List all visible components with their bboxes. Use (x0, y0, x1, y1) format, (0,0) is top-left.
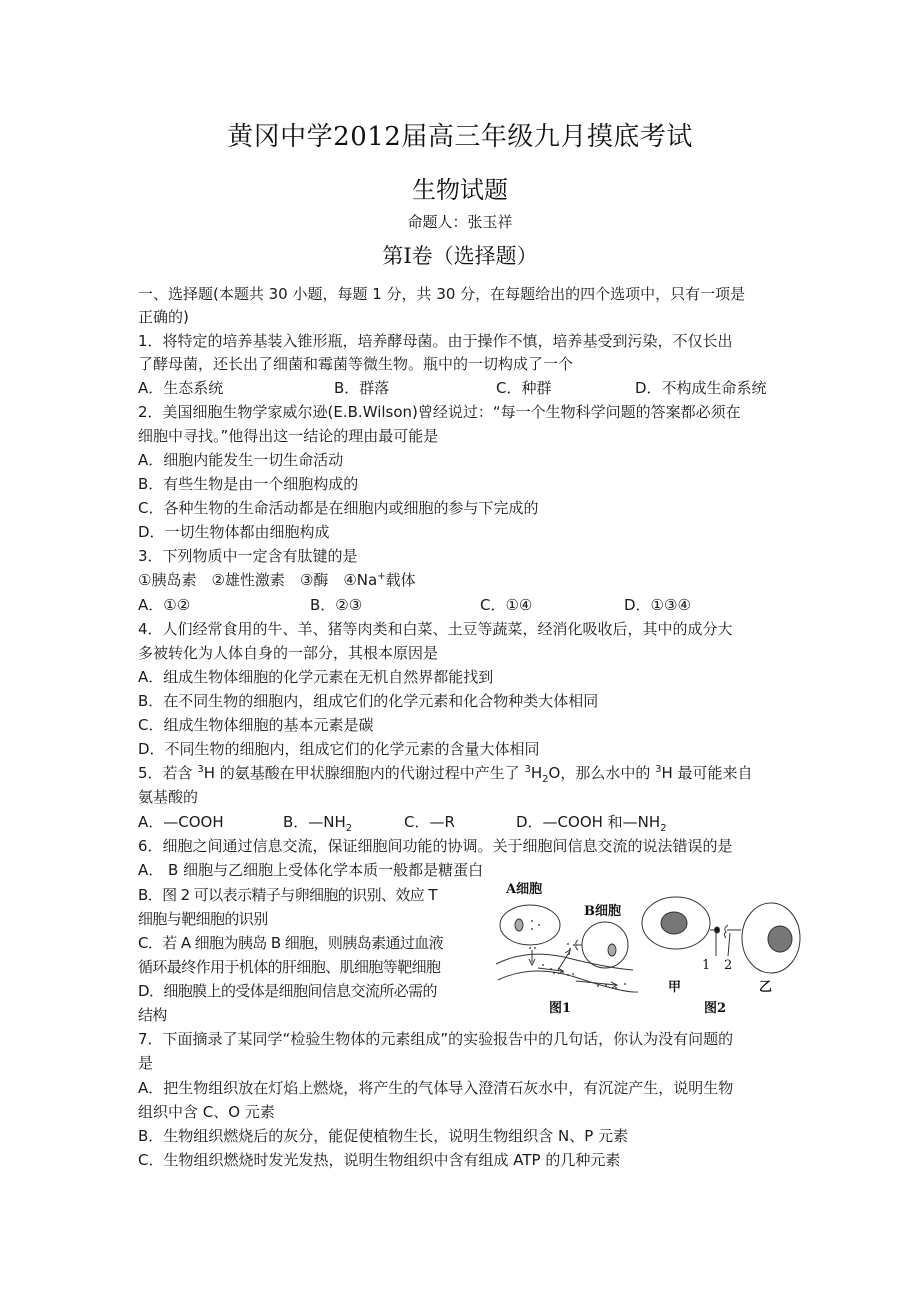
target-arrow (558, 950, 570, 970)
q3-option-b: B．②③ (310, 596, 363, 614)
q7-option-a-line-2: 组织中含 C、O 元素 (138, 1103, 275, 1121)
fig1-cell-a-label: A细胞 (506, 882, 543, 897)
q6-option-b-line-2: 细胞与靶细胞的识别 (138, 910, 268, 928)
author-line: 命题人：张玉祥 (407, 213, 513, 231)
q5-text: H (530, 764, 543, 782)
q4-stem-line-2: 多被转化为人体自身的一部分，其根本原因是 (138, 644, 439, 662)
fig2-cell-yi-label: 乙 (759, 980, 773, 995)
school-title: 黄冈中学2012届高三年级九月摸底考试 (227, 122, 693, 152)
q3-option-d: D．①③④ (624, 596, 691, 614)
fig2-marker-1: 1 (702, 958, 711, 973)
q4-option-b: B．在不同生物的细胞内，组成它们的化学元素和化合物种类大体相同 (138, 692, 599, 710)
figure-2 (642, 897, 800, 973)
fig2-caption: 图2 (704, 1001, 727, 1016)
instructions-line-1: 一、选择题(本题共 30 小题，每题 1 分，共 30 分，在每题给出的四个选项中，只有一项是 (138, 285, 746, 303)
q3-option-c: C．①④ (480, 596, 533, 614)
q5-sub: 2 (542, 774, 549, 785)
q5-option-d (516, 811, 667, 833)
q3-items-text-2: 载体 (385, 571, 416, 589)
q1-options (138, 377, 798, 399)
vessel-upper-wall (496, 954, 633, 970)
cell-b-nucleus (608, 944, 616, 956)
q5-text: 5．若含 (138, 764, 198, 782)
q2-option-a: A．细胞内能发生一切生命活动 (138, 451, 344, 469)
receptor-2 (725, 925, 742, 938)
q6-option-a: A． B 细胞与乙细胞上受体化学本质一般都是糖蛋白 (138, 861, 484, 879)
q5-text: H 的氨基酸在甲状腺细胞内的代谢过程中产生了 (203, 764, 525, 782)
q1-option-d: D．不构成生命系统 (635, 379, 767, 397)
q3-options (138, 594, 798, 616)
cell-a-outline (500, 905, 560, 945)
flow-arrow-2 (576, 981, 617, 988)
q5-option-a: A．—COOH (138, 813, 224, 831)
q5-option-b-sub: 2 (345, 823, 353, 834)
q7-stem-line-1: 7．下面摘录了某同学“检验生物体的元素组成”的实验报告中的几句话，你认为没有问题的 (138, 1030, 734, 1048)
q5-options (138, 811, 798, 833)
cell-b-outline (582, 922, 628, 968)
q6-option-c-line-1: C．若 A 细胞为胰岛 B 细胞，则胰岛素通过血液 (138, 934, 444, 952)
q5-option-d-sub: 2 (660, 823, 667, 834)
subject-title: 生物试题 (412, 176, 508, 204)
cell-yi-nucleus (768, 926, 792, 952)
q6-option-d-line-1: D．细胞膜上的受体是细胞间信息交流所必需的 (138, 982, 437, 1000)
q6-option-b-line-1: B．图 2 可以表示精子与卵细胞的识别、效应 T (138, 886, 437, 904)
q3-option-a: A．①② (138, 596, 191, 614)
q4-option-a: A．组成生物体细胞的化学元素在无机自然界都能找到 (138, 668, 494, 686)
q5-sup: 3 (524, 764, 531, 775)
q4-option-c: C．组成生物体细胞的基本元素是碳 (138, 716, 374, 734)
q7-option-c: C．生物组织燃烧时发光发热，说明生物组织中含有组成 ATP 的几种元素 (138, 1151, 621, 1169)
q2-option-b: B．有些生物是由一个细胞构成的 (138, 475, 359, 493)
cell-a-nucleus (515, 919, 523, 931)
q6-option-d-line-2: 结构 (138, 1006, 167, 1024)
q1-stem-line-1: 1．将特定的培养基装入锥形瓶，培养酵母菌。由于操作不慎，培养基受到污染，不仅长出 (138, 332, 733, 350)
q5-stem-line-2: 氨基酸的 (138, 788, 199, 806)
q1-option-b: B．群落 (334, 379, 390, 397)
secretion-arrow (529, 950, 535, 965)
q5-option-b (283, 811, 352, 833)
q5-sup: 3 (197, 764, 204, 775)
cell-b-receptor (576, 940, 582, 950)
q7-option-b: B．生物组织燃烧后的灰分，能促使植物生长，说明生物组织含 N、P 元素 (138, 1127, 629, 1145)
cell-signaling-figure (488, 878, 808, 1023)
q5-sup: 3 (655, 764, 662, 775)
q5-option-c: C．—R (404, 813, 455, 831)
fig1-caption: 图1 (549, 1001, 572, 1016)
q3-items-text: ①胰岛素 ②雄性激素 ③酶 ④Na (138, 571, 378, 589)
q1-stem-line-2: 了酵母菌，还长出了细菌和霉菌等微生物。瓶中的一切构成了一个 (138, 355, 574, 373)
fig2-marker-2: 2 (724, 958, 733, 973)
q2-option-c: C．各种生物的生命活动都是在细胞内或细胞的参与下完成的 (138, 499, 539, 517)
q3-stem: 3．下列物质中一定含有肽键的是 (138, 547, 358, 565)
q2-option-d: D．一切生物体都由细胞构成 (138, 523, 330, 541)
q1-option-a: A．生态系统 (138, 379, 224, 397)
fig2-cell-jia-label: 甲 (668, 980, 682, 995)
q4-stem-line-1: 4．人们经常食用的牛、羊、猪等肉类和白菜、土豆等蔬菜，经消化吸收后，其中的成分大 (138, 620, 733, 638)
q7-stem-line-2: 是 (138, 1054, 154, 1072)
q3-items (138, 569, 416, 591)
figure-drawing (488, 878, 808, 1023)
q5-option-d-text: D．—COOH 和—NH (516, 813, 661, 831)
q5-text: H 最可能来自 (661, 764, 753, 782)
q2-stem-line-2: 细胞中寻找。”他得出这一结论的理由最可能是 (138, 427, 439, 445)
fig1-cell-b-label: B细胞 (584, 904, 621, 919)
q1-option-c: C．种群 (496, 379, 552, 397)
q5-stem-line-1 (138, 762, 753, 784)
q2-stem-line-1: 2．美国细胞生物学家威尔逊(E.B.Wilson)曾经说过：“每一个生物科学问题的答案都必须在 (138, 403, 741, 421)
q6-option-c-line-2: 循环最终作用于机体的肝细胞、肌细胞等靶细胞 (138, 958, 441, 976)
q4-option-d: D．不同生物的细胞内，组成它们的化学元素的含量大体相同 (138, 740, 540, 758)
instructions-line-2: 正确的) (138, 308, 189, 326)
q3-items-sup: + (377, 571, 386, 582)
marker-2-leader (728, 933, 730, 956)
section-title: 第Ⅰ卷（选择题） (382, 244, 538, 268)
q7-option-a-line-1: A．把生物组织放在灯焰上燃烧，将产生的气体导入澄清石灰水中，有沉淀产生，说明生物 (138, 1079, 734, 1097)
signal-molecule-1 (715, 927, 720, 933)
q5-option-b-text: B．—NH (283, 813, 346, 831)
cell-jia-nucleus (661, 912, 687, 934)
q6-stem: 6．细胞之间通过信息交流，保证细胞间功能的协调。关于细胞间信息交流的说法错误的是 (138, 837, 733, 855)
q5-text: O，那么水中的 (548, 764, 656, 782)
